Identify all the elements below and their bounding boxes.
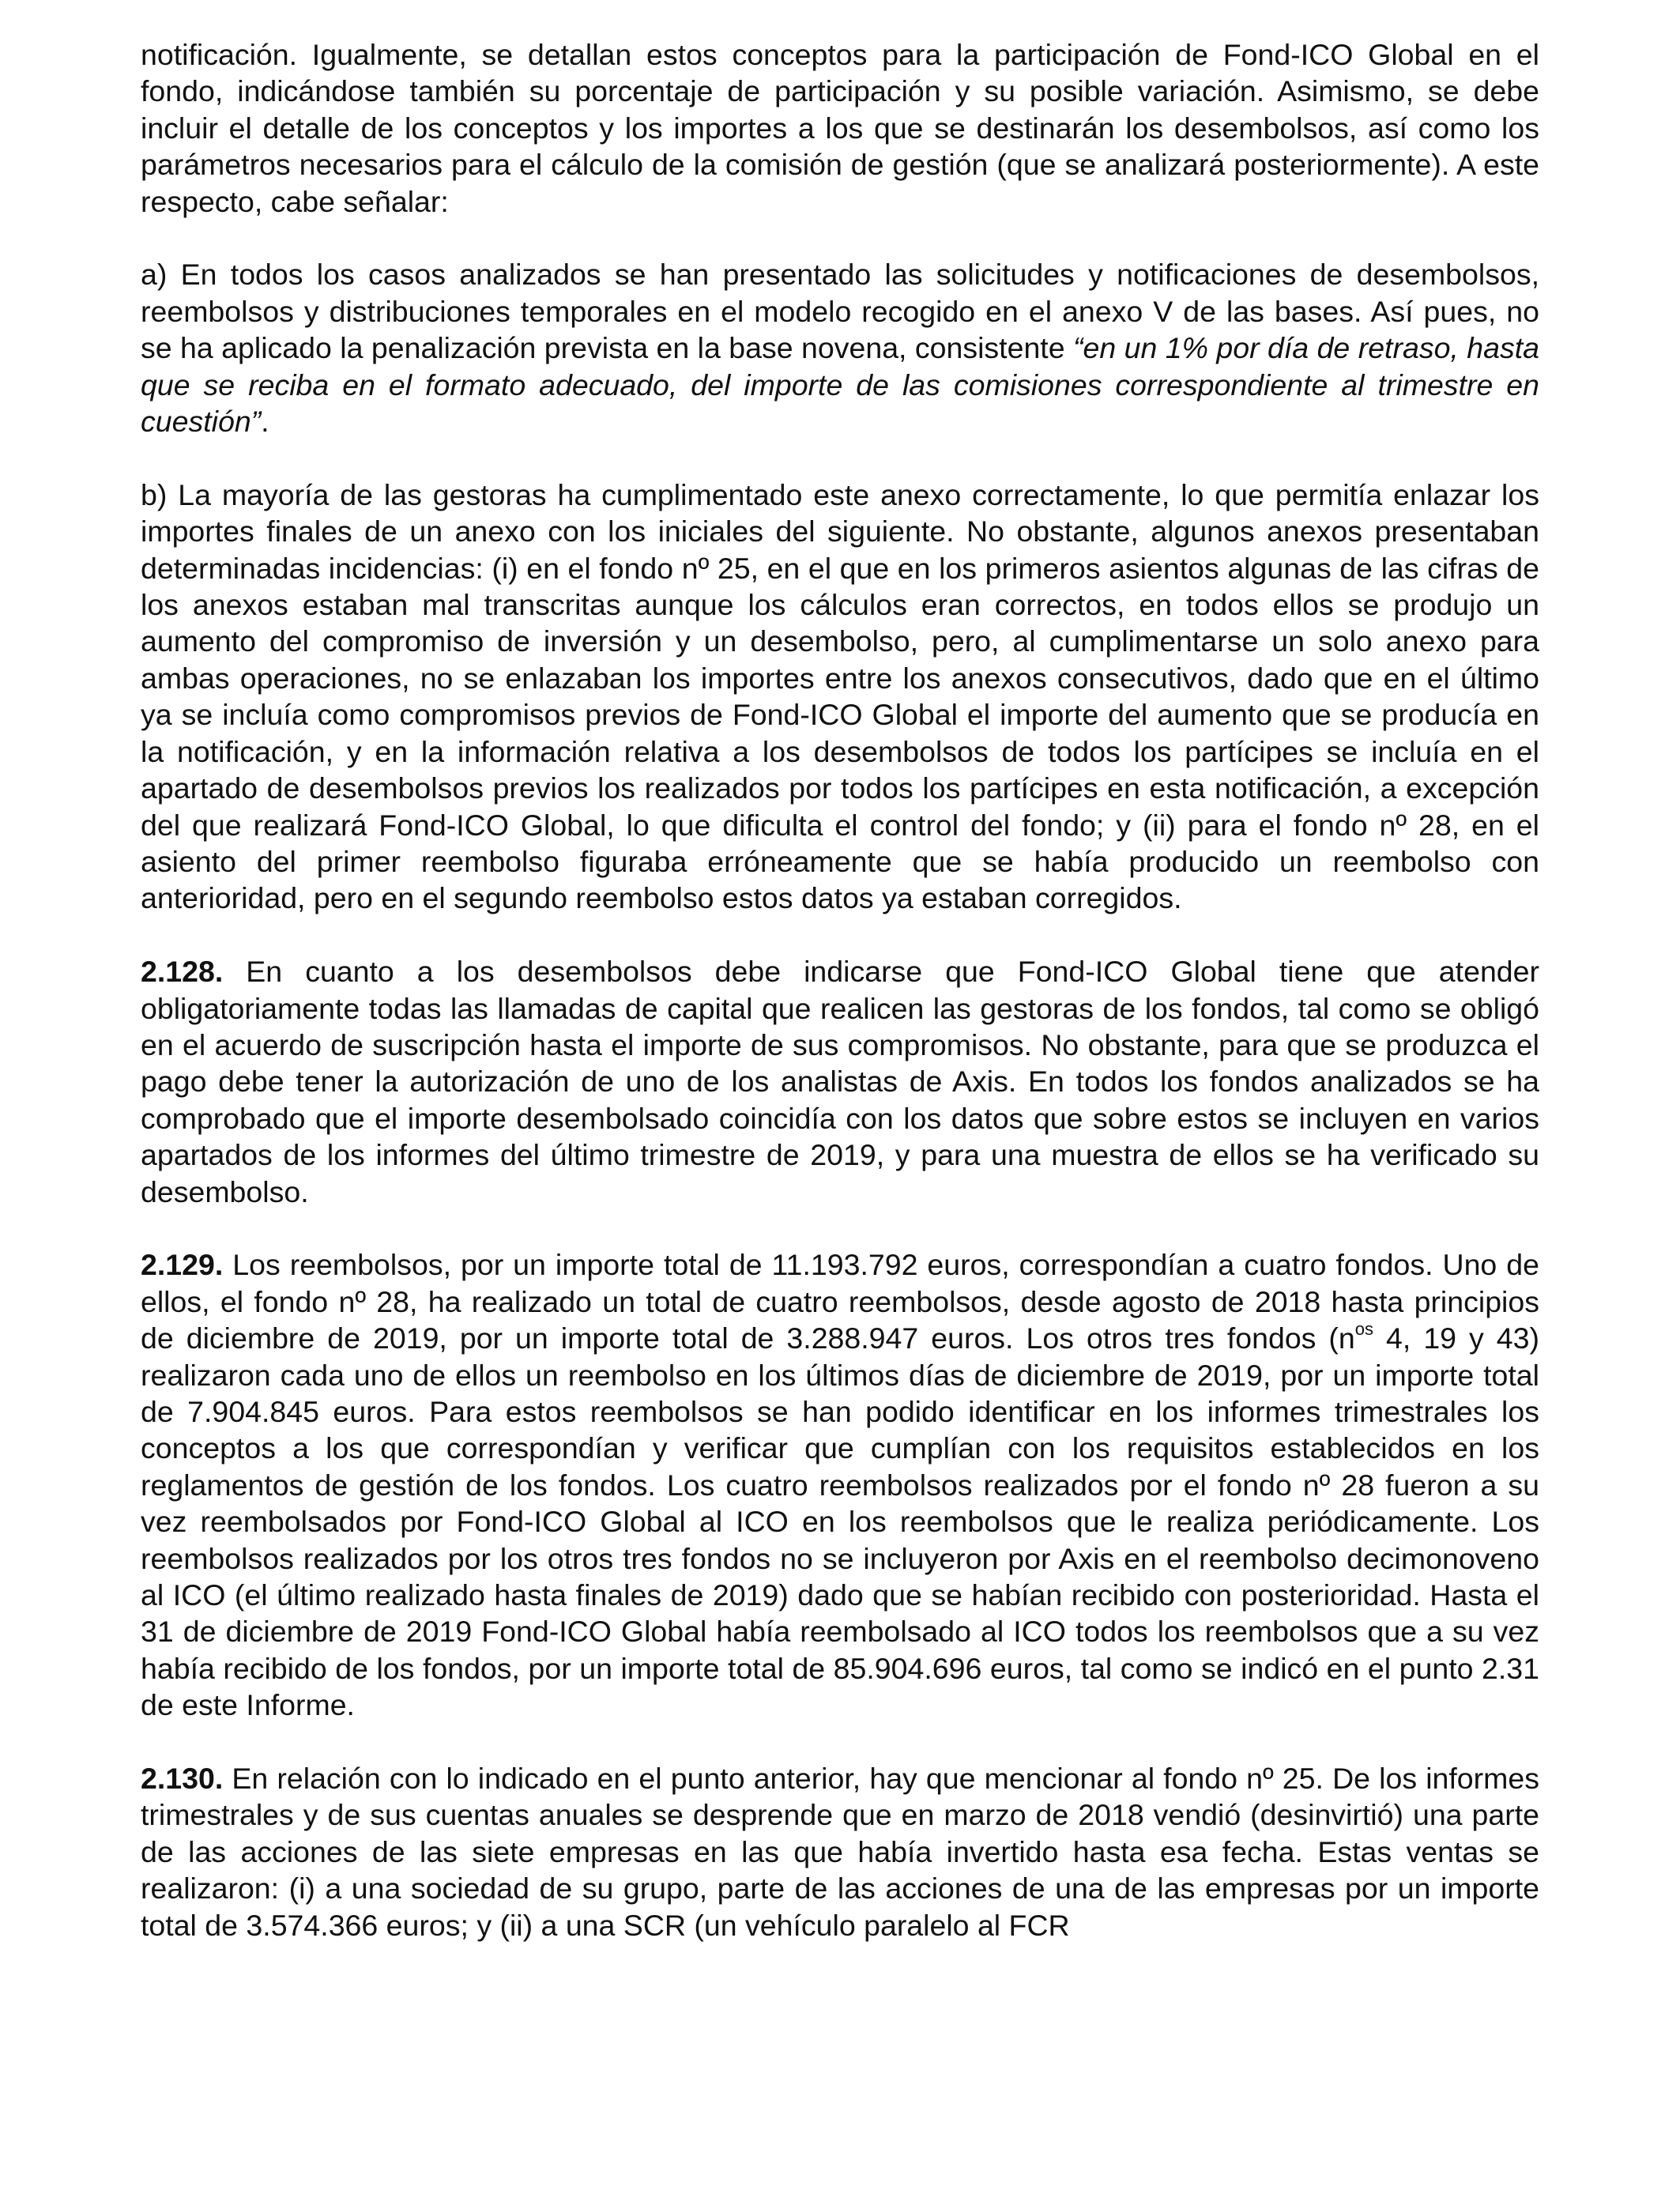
paragraph-2-128 [141,953,1539,1210]
item-a-end: . [261,405,269,439]
item-a-quote: “en un 1% por día de retraso, hasta que se reciba en el formato adecuado, del importe de las comisiones correspondiente al trimestre en cuestión” [141,331,1539,439]
paragraph-number: 2.130. [141,1762,224,1796]
item-a-text: a) En todos los casos analizados se han presentado las solicitudes y notificaciones de desembolsos, reembolsos y distribuciones temporales en el modelo recogido en el anexo V de las bases. Así pues, no se ha aplicado la penalización prevista en la base novena, consistente [141,258,1539,365]
paragraph-text: En cuanto a los desembolsos debe indicarse que Fond-ICO Global tiene que atender obligatoriamente todas las llamadas de capital que realicen las gestoras de los fondos, tal como se obligó en el acuerdo de suscripción hasta el importe de sus compromisos. No obstante, para que se produzca el pago debe tener la autorización de uno de los analistas de Axis. En todos los fondos analizados se ha comprobado que el importe desembolsado coincidía con los datos que sobre estos se incluyen en varios apartados de los informes del último trimestre de 2019, y para una muestra de ellos se ha verificado su desembolso. [141,955,1539,1208]
item-b-paragraph [141,477,1539,917]
paragraph-text-part-1: Los reembolsos, por un importe total de 11.193.792 euros, correspondían a cuatro fondos. Uno de ellos, el fondo nº 28, ha realizado un total de cuatro reembolsos, desde agosto de 2018 hasta principios de diciembre de 2019, por un importe total de 3.288.947 euros. Los otros tres fondos (n [141,1248,1539,1355]
item-a-paragraph [141,256,1539,439]
intro-paragraph [141,36,1539,220]
paragraph-text-part-2: 4, 19 y 43) realizaron cada uno de ellos un reembolso en los últimos días de diciembre de 2019, por un importe total de 7.904.845 euros. Para estos reembolsos se han podido identificar en los informes trimestrales los conceptos a los que correspondían y verificar que cumplían con los requisitos establecidos en los reglamentos de gestión de los fondos. Los cuatro reembolsos realizados por el fondo nº 28 fueron a su vez reembolsados por Fond-ICO Global al ICO en los reembolsos que le realiza periódicamente. Los reembolsos realizados por los otros tres fondos no se incluyeron por Axis en el reembolso decimonoveno al ICO (el último realizado hasta finales de 2019) dado que se habían recibido con posterioridad. Hasta el 31 de diciembre de 2019 Fond-ICO Global había reembolsado al ICO todos los reembolsos que a su vez había recibido de los fondos, por un importe total de 85.904.696 euros, tal como se indicó en el punto 2.31 de este Informe. [141,1321,1539,1722]
paragraph-text: En relación con lo indicado en el punto anterior, hay que mencionar al fondo nº 25. De los informes trimestrales y de sus cuentas anuales se desprende que en marzo de 2018 vendió (desinvirtió) una parte de las acciones de las siete empresas en las que había invertido hasta esa fecha. Estas ventas se realizaron: (i) a una sociedad de su grupo, parte de las acciones de una de las empresas por un importe total de 3.574.366 euros; y (ii) a una SCR (un vehículo paralelo al FCR [141,1762,1539,1942]
item-b-text: b) La mayoría de las gestoras ha cumplimentado este anexo correctamente, lo que permitía enlazar los importes finales de un anexo con los iniciales del siguiente. No obstante, algunos anexos presentaban determinadas incidencias: (i) en el fondo nº 25, en el que en los primeros asientos algunas de las cifras de los anexos estaban mal transcritas aunque los cálculos eran correctos, en todos ellos se produjo un aumento del compromiso de inversión y un desembolso, pero, al cumplimentarse un solo anexo para ambas operaciones, no se enlazaban los importes entre los anexos consecutivos, dado que en el último ya se incluía como compromisos previos de Fond-ICO Global el importe del aumento que se producía en la notificación, y en la información relativa a los desembolsos de todos los partícipes se incluía en el apartado de desembolsos previos los realizados por todos los partícipes en esta notificación, a excepción del que realizará Fond-ICO Global, lo que dificulta el control del fondo; y (ii) para el fondo nº 28, en el asiento del primer reembolso figuraba erróneamente que se había producido un reembolso con anterioridad, pero en el segundo reembolso estos datos ya estaban corregidos. [141,477,1539,915]
paragraph-2-129 [141,1246,1539,1723]
document-page [141,36,1539,1980]
paragraph-number: 2.128. [141,955,224,989]
intro-text: notificación. Igualmente, se detallan estos conceptos para la participación de Fond-ICO Global en el fondo, indicándose también su porcentaje de participación y su posible variación. Asimismo, se debe incluir el detalle de los conceptos y los importes a los que se destinarán los desembolsos, así como los parámetros necesarios para el cálculo de la comisión de gestión (que se analizará posteriormente). A este respecto, cabe señalar: [141,38,1539,218]
paragraph-2-130 [141,1760,1539,1943]
paragraph-number: 2.129. [141,1248,224,1282]
superscript-os: os [1354,1318,1374,1339]
